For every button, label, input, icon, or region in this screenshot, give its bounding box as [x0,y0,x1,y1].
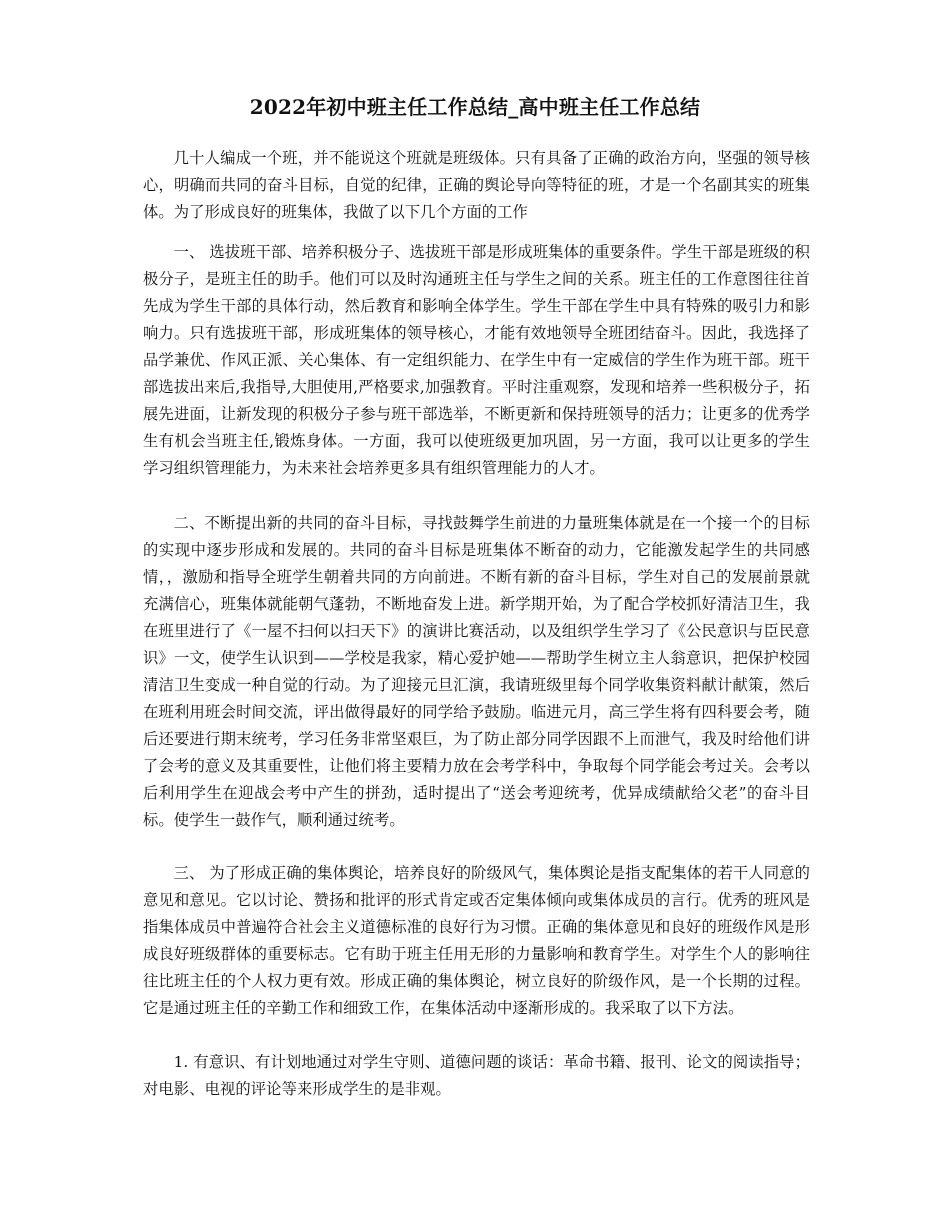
paragraph-section-3: 三、 为了形成正确的集体舆论，培养良好的阶级风气，集体舆论是指支配集体的若干人同意的意见和意见。它以讨论、赞扬和批评的形式肯定或否定集体倾向或集体成员的言行。优秀的班风是指集体成员中普遍符合社会主义道德标准的良好行为习惯。正确的集体意见和良好的班级作风是形成良好班级群体的重要标志。它有助于班主任用无形的力量影响和教育学生。对学生个人的影响往往比班主任的个人权力更有效。形成正确的集体舆论，树立良好的阶级作风，是一个长期的过程。它是通过班主任的辛勤工作和细致工作，在集体活动中逐渐形成的。我采取了以下方法。 [143,864,810,1017]
paragraph-section-1: 一、 选拔班干部、培养积极分子、选拔班干部是形成班集体的重要条件。学生干部是班级的积极分子，是班主任的助手。他们可以及时沟通班主任与学生之间的关系。班主任的工作意图往往首先成为学生干部的具体行动，然后教育和影响全体学生。学生干部在学生中具有特殊的吸引力和影响力。只有选拔班干部，形成班集体的领导核心，才能有效地领导全班团结奋斗。因此，我选择了品学兼优、作风正派、关心集体、有一定组织能力、在学生中有一定威信的学生作为班干部。班干部选拔出来后,我指导,大胆使用,严格要求,加强教育。平时注重观察，发现和培养一些积极分子，拓展先进面，让新发现的积极分子参与班干部选举，不断更新和保持班领导的活力；让更多的优秀学生有机会当班主任,锻炼身体。一方面，我可以使班级更加巩固，另一方面，我可以让更多的学生学习组织管理能力，为未来社会培养更多具有组织管理能力的人才。 [143,243,810,477]
paragraph-section-2: 二、不断提出新的共同的奋斗目标，寻找鼓舞学生前进的力量班集体就是在一个接一个的目标的实现中逐步形成和发展的。共同的奋斗目标是班集体不断奋的动力，它能激发起学生的共同感情，，激励和指导全班学生朝着共同的方向前进。不断有新的奋斗目标，学生对自己的发展前景就充满信心，班集体就能朝气蓬勃，不断地奋发上进。新学期开始，为了配合学校抓好清洁卫生，我在班里进行了《一屋不扫何以扫天下》的演讲比赛活动，以及组织学生学习了《公民意识与臣民意识》一文，使学生认识到——学校是我家，精心爱护她——帮助学生树立主人翁意识，把保护校园清洁卫生变成一种自觉的行动。为了迎接元旦汇演，我请班级里每个同学收集资料献计献策，然后在班利用班会时间交流，评出做得最好的同学给予鼓励。临进元月，高三学生将有四科要会考，随后还要进行期末统考，学习任务非常坚艰巨，为了防止部分同学因跟不上而泄气，我及时给他们讲了会考的意义及其重要性，让他们将主要精力放在会考学科中，争取每个同学能会考过关。会考以后利用学生在迎战会考中产生的拼劲，适时提出了“送会考迎统考，优异成绩献给父老”的奋斗目标。使学生一鼓作气，顺利通过统考。 [143,514,810,829]
paragraph-item-1: 1. 有意识、有计划地通过对学生守则、道德问题的谈话：革命书籍、报刊、论文的阅读指导；对电影、电视的评论等来形成学生的是非观。 [143,1053,810,1098]
paragraph-intro: 几十人编成一个班，并不能说这个班就是班级体。只有具备了正确的政治方向，坚强的领导核心，明确而共同的奋斗目标，自觉的纪律，正确的舆论导向等特征的班，才是一个名副其实的班集体。为了形成良好的班集体，我做了以下几个方面的工作 [143,149,810,221]
document-title: 2022年初中班主任工作总结_高中班主任工作总结 [249,95,701,119]
